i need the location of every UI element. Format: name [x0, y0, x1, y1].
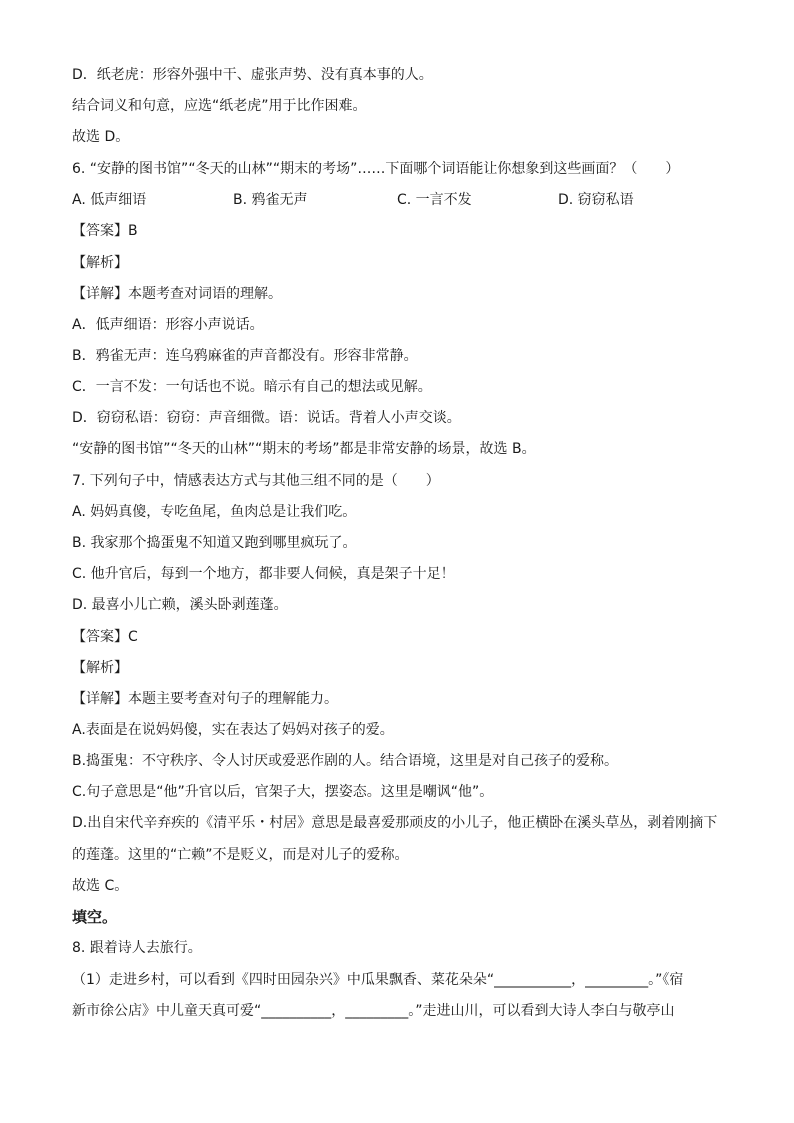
explanation-line: D.出自宋代辛弃疾的《清平乐・村居》意思是最喜爱那顽皮的小儿子，他正横卧在溪头草丛，剥着刚摘下 — [72, 815, 718, 831]
explanation-line: B．鸦雀无声：连乌鸦麻雀的声音都没有。形容非常静。 — [72, 348, 418, 364]
analysis-label: 【解析】 — [72, 255, 128, 271]
question-8-part-1-cont: 新市徐公店》中儿童天真可爱“__________，_________。”走进山川，可以看到大诗人李白与敬亭山 — [72, 1003, 675, 1019]
option-a: A. 低声细语 — [72, 192, 147, 208]
explanation-line: A.表面是在说妈妈傻，实在表达了妈妈对孩子的爱。 — [72, 722, 394, 738]
detail-label: 【详解】本题考查对词语的理解。 — [72, 286, 282, 302]
option-c: C. 一言不发 — [397, 192, 472, 208]
explanation-line: B.捣蛋鬼：不守秩序、令人讨厌或爱恶作剧的人。结合语境，这里是对自己孩子的爱称。 — [72, 753, 619, 769]
explanation-line: C.句子意思是“他”升官以后，官架子大，摆姿态。这里是嘲讽“他”。 — [72, 784, 494, 800]
question-8: 8. 跟着诗人去旅行。 — [72, 940, 202, 956]
analysis-label: 【解析】 — [72, 660, 128, 676]
explanation-line: C．一言不发：一句话也不说。暗示有自己的想法或见解。 — [72, 379, 432, 395]
section-title: 填空。 — [72, 908, 118, 926]
option-c: C. 他升官后，每到一个地方，都非要人伺候，真是架子十足！ — [72, 566, 455, 582]
answer-label: 【答案】C — [72, 629, 138, 645]
explanation-summary: 故选 C。 — [72, 878, 129, 894]
option-b: B. 我家那个捣蛋鬼不知道又跑到哪里疯玩了。 — [72, 535, 357, 551]
option-a: A. 妈妈真傻，专吃鱼尾，鱼肉总是让我们吃。 — [72, 504, 357, 520]
explanation-line: 的莲蓬。这里的“亡赖”不是贬义，而是对儿子的爱称。 — [72, 847, 409, 863]
question-6-options — [72, 189, 732, 211]
question-6: 6. “安静的图书馆”“冬天的山林”“期末的考场”……下面哪个词语能让你想象到这些画面？（ ） — [72, 161, 680, 177]
detail-label: 【详解】本题主要考查对句子的理解能力。 — [72, 691, 338, 707]
answer-label: 【答案】B — [72, 223, 138, 239]
explanation-line: A．低声细语：形容小声说话。 — [72, 317, 264, 333]
text-line: 结合词义和句意，应选“纸老虎”用于比作困难。 — [72, 98, 367, 114]
explanation-line: D．窃窃私语：窃窃：声音细微。语：说话。背着人小声交谈。 — [72, 410, 461, 426]
explanation-summary: “安静的图书馆”“冬天的山林”“期末的考场”都是非常安静的场景，故选 B。 — [72, 441, 536, 457]
option-d: D. 窃窃私语 — [558, 192, 634, 208]
option-d: D. 最喜小儿亡赖，溪头卧剥莲蓬。 — [72, 597, 288, 613]
question-7: 7. 下列句子中，情感表达方式与其他三组不同的是（ ） — [72, 473, 440, 489]
question-8-part-1: （1）走进乡村，可以看到《四时田园杂兴》中瓜果飘香、菜花朵朵“___________，_________。”《宿 — [72, 972, 684, 988]
option-b: B. 鸦雀无声 — [233, 192, 308, 208]
text-line: 故选 D。 — [72, 129, 130, 145]
text-line: D．纸老虎：形容外强中干、虚张声势、没有真本事的人。 — [72, 67, 433, 83]
